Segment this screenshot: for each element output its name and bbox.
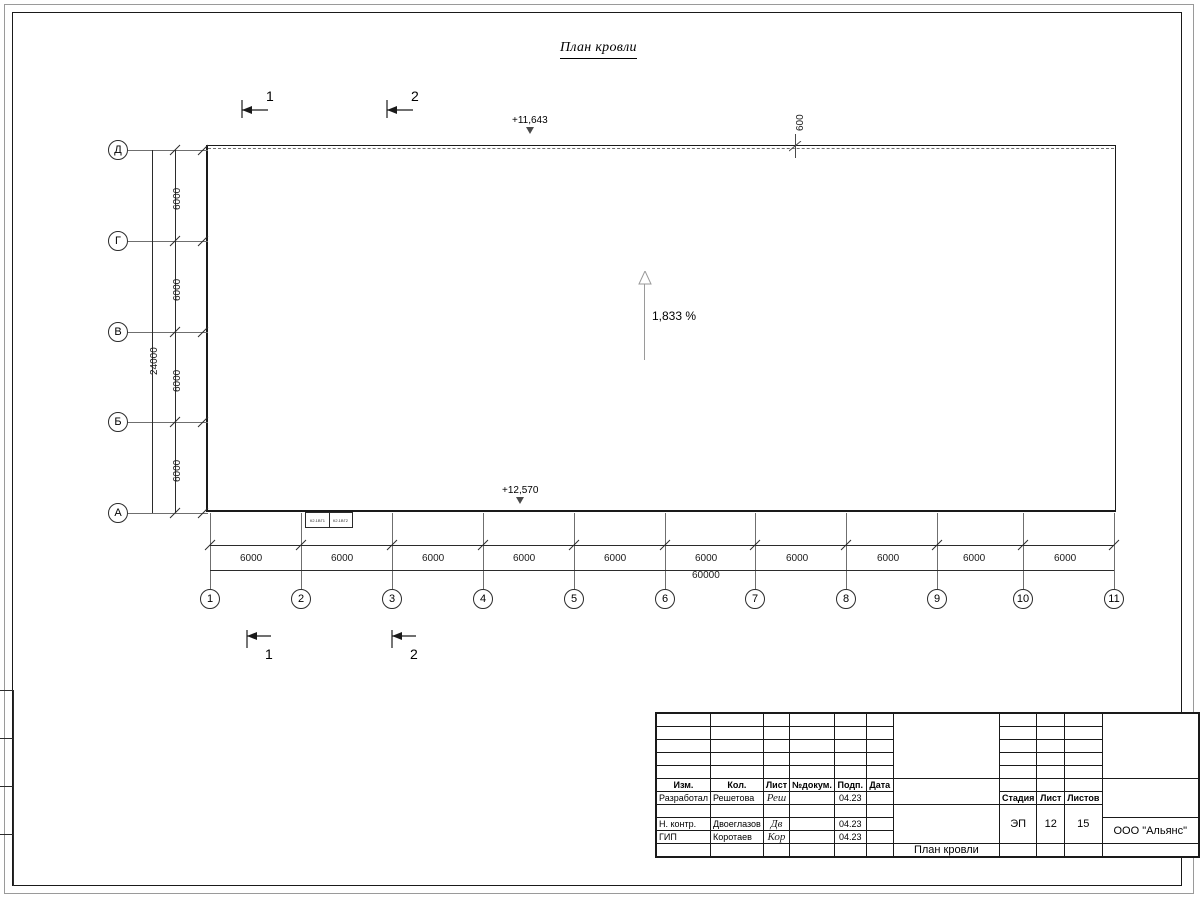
stamp-cell: [866, 727, 893, 740]
stamp-cell: [711, 805, 764, 818]
horizontal-dim-label-4: 6000: [513, 553, 536, 564]
elevation-marker-top: [512, 115, 548, 134]
axis-bubble-b: Б: [108, 412, 128, 432]
horizontal-dim-label-9: 6000: [963, 553, 986, 564]
stamp-cell: [834, 714, 866, 727]
stamp-cell: [999, 727, 1037, 740]
stamp-cell: [790, 727, 835, 740]
stamp-cell: [657, 740, 711, 753]
stamp-cell: [866, 831, 893, 844]
left-margin-cell: [0, 739, 13, 787]
stamp-header-listov: Листов: [1065, 792, 1102, 805]
axis-bubble-9: 9: [927, 589, 947, 609]
horizontal-dim-label-6: 6000: [695, 553, 718, 564]
stamp-cell: [711, 714, 764, 727]
stamp-name-ncontrol: Двоеглазов: [711, 818, 764, 831]
stamp-cell: [866, 766, 893, 779]
stamp-cell: [657, 753, 711, 766]
stamp-cell: [790, 714, 835, 727]
elevation-top-value: +11,643: [512, 115, 548, 126]
slope-percentage-label: 1,833 %: [652, 309, 697, 323]
stamp-cell: [893, 779, 999, 805]
stamp-date-developer: 04.23: [834, 792, 866, 805]
axis-bubble-3: 3: [382, 589, 402, 609]
vertical-dim-label-2: 6000: [172, 278, 183, 301]
stamp-cell: [999, 779, 1037, 792]
stamp-cell: [1102, 779, 1198, 818]
slope-arrow-icon: [638, 271, 652, 285]
stamp-sheets-total: 15: [1065, 805, 1102, 844]
block-label-right: К2.1ВГ2: [333, 517, 348, 523]
stamp-header-izm: Изм.: [657, 779, 711, 792]
roof-axis-intersection-ticks: [196, 143, 212, 523]
stamp-role-developer: Разработал: [657, 792, 711, 805]
stamp-cell: [763, 766, 789, 779]
stamp-cell: [763, 740, 789, 753]
stamp-signature-developer: Реш: [763, 792, 789, 805]
horizontal-dim-label-10: 6000: [1054, 553, 1077, 564]
axis-bubble-6: 6: [655, 589, 675, 609]
stamp-header-list: Лист: [763, 779, 789, 792]
elevation-tick-icon: [516, 497, 524, 504]
stamp-cell: [790, 844, 835, 857]
stamp-cell: [893, 714, 999, 779]
horizontal-dim-label-3: 6000: [422, 553, 445, 564]
stamp-cell: [834, 844, 866, 857]
elevation-bottom-value: +12,570: [502, 485, 539, 496]
stamp-cell: [866, 844, 893, 857]
section-mark-label: 1: [265, 646, 273, 662]
stamp-cell: [1037, 727, 1065, 740]
axis-bubble-v: В: [108, 322, 128, 342]
axis-bubble-2: 2: [291, 589, 311, 609]
left-margin-cell: [0, 835, 13, 883]
horizontal-dim-label-5: 6000: [604, 553, 627, 564]
axis-bubble-g: Г: [108, 231, 128, 251]
stamp-cell: [763, 727, 789, 740]
stamp-cell: [790, 792, 835, 805]
stamp-row-docname: [657, 844, 1199, 857]
stamp-cell: [763, 753, 789, 766]
stamp-cell: [657, 714, 711, 727]
stamp-date-gip: 04.23: [834, 831, 866, 844]
section-mark-label: 2: [410, 646, 418, 662]
stamp-cell: [711, 753, 764, 766]
overhang-dimension-label: 600: [795, 114, 806, 131]
stamp-cell: [1037, 766, 1065, 779]
stamp-cell: [657, 766, 711, 779]
axis-bubble-1: 1: [200, 589, 220, 609]
stamp-header-row: [657, 779, 1199, 792]
stamp-cell: [834, 805, 866, 818]
vertical-total-dimension-line: [152, 150, 153, 513]
stamp-cell: [834, 753, 866, 766]
axis-bubble-4: 4: [473, 589, 493, 609]
stamp-cell: [999, 714, 1037, 727]
stamp-cell: [657, 844, 711, 857]
section-mark-bottom-1: [245, 630, 285, 664]
stamp-cell: [1037, 740, 1065, 753]
horizontal-dim-label-7: 6000: [786, 553, 809, 564]
vertical-total-dim-label: 24000: [149, 347, 160, 375]
stamp-cell: [1037, 714, 1065, 727]
stamp-stage-value: ЭП: [999, 805, 1037, 844]
stamp-cell: [866, 818, 893, 831]
plan-title: План кровли: [560, 40, 637, 59]
stamp-cell: [834, 766, 866, 779]
stamp-role-ncontrol: Н. контр.: [657, 818, 711, 831]
stamp-header-kol: Кол.: [711, 779, 764, 792]
stamp-cell: [999, 844, 1037, 857]
stamp-cell: [1037, 779, 1065, 792]
axis-bubble-d: Д: [108, 140, 128, 160]
block-label-left: К2.1ВГ1: [310, 517, 325, 523]
axis-bubble-10: 10: [1013, 589, 1033, 609]
stamp-cell: [1037, 753, 1065, 766]
stamp-cell: [711, 727, 764, 740]
horizontal-dim-label-1: 6000: [240, 553, 263, 564]
stamp-cell: [1065, 779, 1102, 792]
axis-bubble-5: 5: [564, 589, 584, 609]
stamp-signature-gip: Кор: [763, 831, 789, 844]
section-mark-label: 1: [266, 88, 274, 104]
stamp-signature-ncontrol: Дв: [763, 818, 789, 831]
stamp-role-gip: ГИП: [657, 831, 711, 844]
section-mark-top-2: [385, 88, 425, 118]
stamp-name-developer: Решетова: [711, 792, 764, 805]
stamp-cell: [1102, 714, 1198, 779]
stamp-date-ncontrol: 04.23: [834, 818, 866, 831]
stamp-header-data: Дата: [866, 779, 893, 792]
stamp-cell: [893, 805, 999, 844]
stamp-cell: [1065, 714, 1102, 727]
stamp-cell: [834, 740, 866, 753]
title-block-table: [656, 713, 1199, 857]
elevation-marker-bottom: [502, 485, 538, 504]
stamp-header-ndok: №докум.: [790, 779, 835, 792]
stamp-cell: [790, 740, 835, 753]
section-mark-bottom-2: [390, 630, 430, 664]
slope-direction-line: [644, 275, 645, 360]
stamp-cell: [790, 753, 835, 766]
sheet-left-margin-strip: [0, 690, 14, 886]
section-arrow-icon: [240, 88, 280, 118]
stamp-header-stadiya: Стадия: [999, 792, 1037, 805]
stamp-cell: [763, 714, 789, 727]
stamp-cell: [866, 740, 893, 753]
stamp-cell: [711, 766, 764, 779]
stamp-cell: [999, 740, 1037, 753]
stamp-cell: [1065, 740, 1102, 753]
section-mark-top-1: [240, 88, 280, 118]
stamp-cell: [834, 727, 866, 740]
axis-bubble-a: А: [108, 503, 128, 523]
stamp-cell: [790, 766, 835, 779]
stamp-cell: [763, 805, 789, 818]
stamp-sheet-number: 12: [1037, 805, 1065, 844]
left-margin-cell: [0, 691, 13, 739]
vertical-dim-label-3: 6000: [172, 369, 183, 392]
roof-ridge-dashed-line: [208, 148, 1114, 149]
stamp-blank-row: [657, 714, 1199, 727]
stamp-cell: [999, 766, 1037, 779]
stamp-cell: [866, 714, 893, 727]
title-block-stamp: [655, 712, 1200, 858]
left-margin-cell: [0, 787, 13, 835]
stamp-cell: [1065, 844, 1102, 857]
stamp-name-gip: Коротаев: [711, 831, 764, 844]
roof-outline: [206, 145, 1116, 512]
stamp-cell: [763, 844, 789, 857]
stamp-cell: [866, 792, 893, 805]
horizontal-dim-label-8: 6000: [877, 553, 900, 564]
horizontal-total-dimension-line: [210, 570, 1114, 571]
axis-bubble-11: 11: [1104, 589, 1124, 609]
section-mark-label: 2: [411, 88, 419, 104]
stamp-cell: [711, 740, 764, 753]
stamp-cell: [657, 805, 711, 818]
stamp-cell: [711, 844, 764, 857]
stamp-cell: [1065, 753, 1102, 766]
overhang-dimension-tick-icon: [789, 141, 802, 154]
stamp-cell: [1102, 844, 1198, 857]
section-arrow-icon: [385, 88, 425, 118]
stamp-cell: [1065, 766, 1102, 779]
stamp-cell: [1065, 727, 1102, 740]
stamp-cell: [866, 805, 893, 818]
vertical-dim-label-1: 6000: [172, 187, 183, 210]
axis-bubble-7: 7: [745, 589, 765, 609]
elevation-tick-icon: [526, 127, 534, 134]
stamp-header-list-col: Лист: [1037, 792, 1065, 805]
stamp-header-podp: Подп.: [834, 779, 866, 792]
stamp-organization: ООО "Альянс": [1102, 818, 1198, 844]
stamp-cell: [866, 753, 893, 766]
horizontal-total-dim-label: 60000: [692, 570, 720, 581]
horizontal-dim-label-2: 6000: [331, 553, 354, 564]
stamp-cell: [657, 727, 711, 740]
horizontal-dimension-ticks: [203, 538, 1123, 554]
stamp-cell: [790, 818, 835, 831]
block-divider: [329, 513, 330, 527]
stamp-cell: [999, 753, 1037, 766]
stamp-cell: [790, 831, 835, 844]
axis-bubble-8: 8: [836, 589, 856, 609]
vertical-dim-label-4: 6000: [172, 459, 183, 482]
stamp-document-name: План кровли: [893, 844, 999, 857]
roof-equipment-block: [305, 512, 353, 528]
stamp-cell: [1037, 844, 1065, 857]
stamp-cell: [790, 805, 835, 818]
